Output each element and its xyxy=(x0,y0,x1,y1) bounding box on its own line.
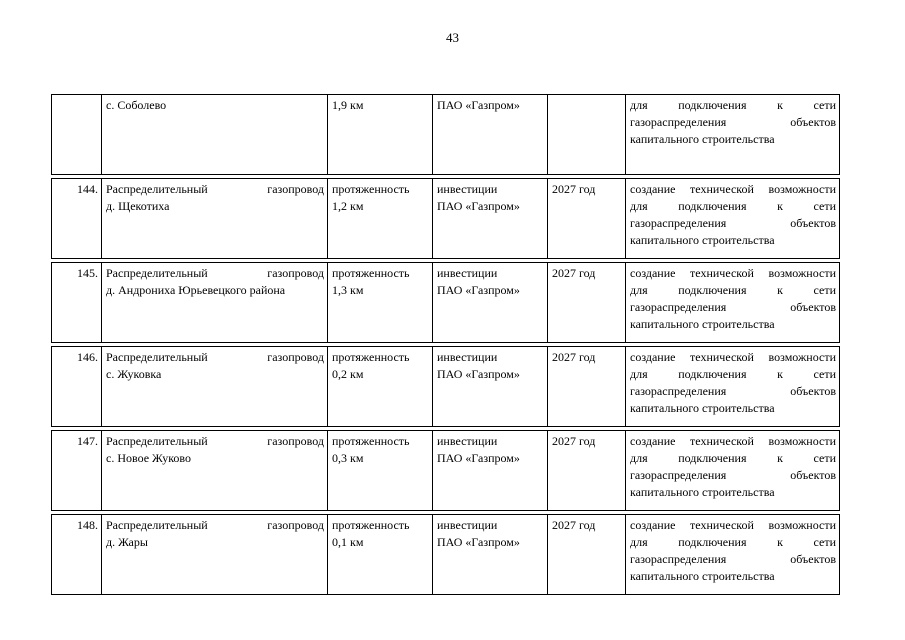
row-number-text: 145. xyxy=(77,266,98,280)
object-name-line2: д. Андрониха Юрьевецкого района xyxy=(106,283,286,297)
funding-source-line1: инвестиции xyxy=(437,182,498,196)
funding-source-cell xyxy=(433,431,548,511)
object-name-line2: с. Соболево xyxy=(106,98,167,112)
row-number xyxy=(52,95,102,175)
year-cell xyxy=(548,179,626,259)
purpose-cell xyxy=(626,515,840,595)
object-name-cell xyxy=(102,431,328,511)
funding-source-line1: инвестиции xyxy=(437,518,498,532)
purpose-line: создание технической возможности xyxy=(630,182,836,196)
row-number-text: 147. xyxy=(77,434,98,448)
extent-line1: протяженность xyxy=(332,182,410,196)
row-number xyxy=(52,263,102,343)
row-number xyxy=(52,515,102,595)
purpose-line: для подключения к сети xyxy=(630,451,836,465)
funding-source-cell xyxy=(433,263,548,343)
purpose-cell xyxy=(626,95,840,175)
object-name-line1: Распределительный газопровод xyxy=(106,266,324,280)
purpose-line: газораспределения объектов xyxy=(630,552,836,566)
funding-source-line2: ПАО «Газпром» xyxy=(437,283,520,297)
extent-line2: 1,2 км xyxy=(332,199,364,213)
object-name-cell xyxy=(102,515,328,595)
purpose-cell xyxy=(626,431,840,511)
table-body xyxy=(52,95,840,595)
table-row xyxy=(52,515,840,595)
purpose-cell xyxy=(626,179,840,259)
object-name-line2: д. Щекотиха xyxy=(106,199,170,213)
extent-line2: 0,1 км xyxy=(332,535,364,549)
year-cell xyxy=(548,431,626,511)
object-name-line2: с. Новое Жуково xyxy=(106,451,192,465)
table-row xyxy=(52,95,840,175)
extent-cell xyxy=(328,263,433,343)
purpose-line: газораспределения объектов xyxy=(630,216,836,230)
funding-source-line1: инвестиции xyxy=(437,266,498,280)
object-name-line1: Распределительный газопровод xyxy=(106,182,324,196)
object-name-cell xyxy=(102,263,328,343)
row-number-text: 148. xyxy=(77,518,98,532)
year-cell xyxy=(548,347,626,427)
purpose-line: капитального строительства xyxy=(630,132,775,146)
purpose-line: создание технической возможности xyxy=(630,434,836,448)
table-row xyxy=(52,263,840,343)
row-number xyxy=(52,347,102,427)
purpose-line: газораспределения объектов xyxy=(630,468,836,482)
table-row xyxy=(52,347,840,427)
purpose-line: капитального строительства xyxy=(630,485,775,499)
table-row xyxy=(52,431,840,511)
funding-source-line2: ПАО «Газпром» xyxy=(437,367,520,381)
gas-pipeline-table xyxy=(51,94,840,595)
extent-cell xyxy=(328,95,433,175)
object-name-cell xyxy=(102,179,328,259)
purpose-line: для подключения к сети xyxy=(630,535,836,549)
funding-source-line1: инвестиции xyxy=(437,350,498,364)
year-text: 2027 год xyxy=(552,434,596,448)
object-name-line2: с. Жуковка xyxy=(106,367,162,381)
extent-cell xyxy=(328,347,433,427)
year-text: 2027 год xyxy=(552,182,596,196)
purpose-line: создание технической возможности xyxy=(630,350,836,364)
purpose-line: для подключения к сети xyxy=(630,283,836,297)
purpose-line: для подключения к сети xyxy=(630,367,836,381)
purpose-line: газораспределения объектов xyxy=(630,384,836,398)
row-number xyxy=(52,179,102,259)
funding-source-line1: ПАО «Газпром» xyxy=(437,98,520,112)
purpose-line: капитального строительства xyxy=(630,401,775,415)
extent-cell xyxy=(328,431,433,511)
funding-source-line1: инвестиции xyxy=(437,434,498,448)
purpose-line: создание технической возможности xyxy=(630,518,836,532)
funding-source-cell xyxy=(433,347,548,427)
purpose-line: газораспределения объектов xyxy=(630,115,836,129)
extent-line2: 0,3 км xyxy=(332,451,364,465)
funding-source-line2: ПАО «Газпром» xyxy=(437,535,520,549)
extent-line1: протяженность xyxy=(332,518,410,532)
row-number-text: 144. xyxy=(77,182,98,196)
object-name-line1: Распределительный газопровод xyxy=(106,518,324,532)
page-number: 43 xyxy=(446,30,459,45)
extent-line1: протяженность xyxy=(332,434,410,448)
purpose-line: газораспределения объектов xyxy=(630,300,836,314)
year-cell xyxy=(548,95,626,175)
object-name-line2: д. Жары xyxy=(106,535,148,549)
extent-cell xyxy=(328,179,433,259)
extent-line2: 0,2 км xyxy=(332,367,364,381)
purpose-line: капитального строительства xyxy=(630,233,775,247)
year-cell xyxy=(548,515,626,595)
purpose-line: создание технической возможности xyxy=(630,266,836,280)
extent-line1: протяженность xyxy=(332,350,410,364)
funding-source-cell xyxy=(433,95,548,175)
row-number xyxy=(52,431,102,511)
extent-line1: протяженность xyxy=(332,266,410,280)
extent-line1: 1,9 км xyxy=(332,98,364,112)
purpose-line: для подключения к сети xyxy=(630,199,836,213)
purpose-cell xyxy=(626,263,840,343)
extent-cell xyxy=(328,515,433,595)
year-text: 2027 год xyxy=(552,518,596,532)
funding-source-line2: ПАО «Газпром» xyxy=(437,199,520,213)
funding-source-line2: ПАО «Газпром» xyxy=(437,451,520,465)
extent-line2: 1,3 км xyxy=(332,283,364,297)
year-text: 2027 год xyxy=(552,266,596,280)
purpose-line: капитального строительства xyxy=(630,569,775,583)
funding-source-cell xyxy=(433,179,548,259)
purpose-cell xyxy=(626,347,840,427)
object-name-line1: Распределительный газопровод xyxy=(106,350,324,364)
year-cell xyxy=(548,263,626,343)
year-text: 2027 год xyxy=(552,350,596,364)
row-number-text: 146. xyxy=(77,350,98,364)
funding-source-cell xyxy=(433,515,548,595)
object-name-line1: Распределительный газопровод xyxy=(106,434,324,448)
purpose-line: для подключения к сети xyxy=(630,98,836,112)
purpose-line: капитального строительства xyxy=(630,317,775,331)
object-name-cell xyxy=(102,95,328,175)
object-name-cell xyxy=(102,347,328,427)
table-row xyxy=(52,179,840,259)
